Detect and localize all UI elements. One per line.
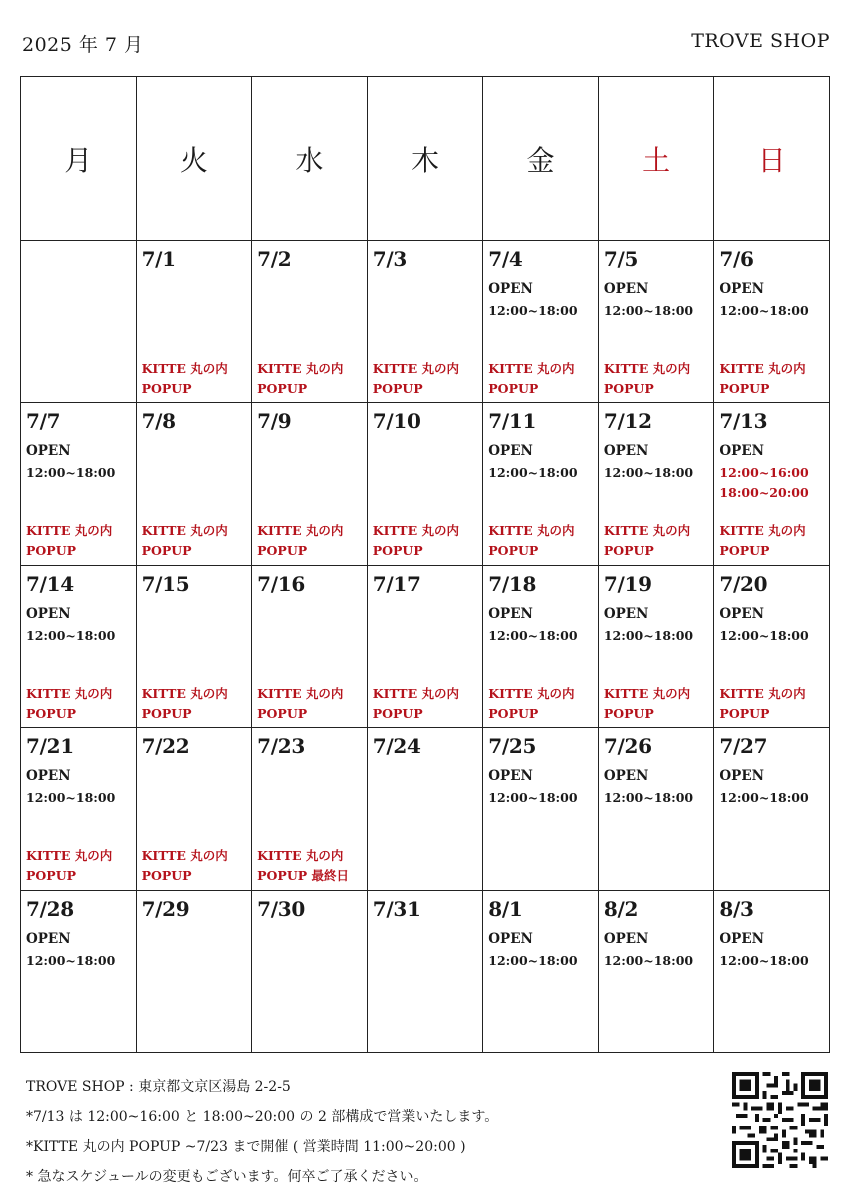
day-cell (21, 566, 137, 728)
open-label: OPEN (26, 443, 71, 460)
open-label: OPEN (488, 443, 533, 460)
day-date: 7/26 (603, 734, 652, 759)
open-label: OPEN (719, 605, 764, 622)
open-label: OPEN (719, 930, 764, 947)
opening-hours: 12:00~18:00 (26, 952, 116, 968)
open-label: OPEN (719, 443, 764, 460)
open-label: OPEN (603, 768, 649, 785)
day-cell (137, 241, 253, 403)
open-label: OPEN (719, 281, 764, 297)
day-cell (599, 566, 715, 728)
opening-hours: 12:00~18:00 (719, 627, 809, 643)
opening-hours: 12:00~18:00 (603, 790, 694, 806)
opening-hours: 12:00~18:00 (26, 465, 116, 481)
opening-hours: 12:00~18:00 (603, 627, 694, 643)
day-date: 7/15 (141, 571, 190, 596)
day-date: 7/9 (257, 409, 292, 434)
footer-notes (26, 1072, 498, 1192)
day-date: 7/14 (26, 571, 74, 596)
day-cell (368, 241, 484, 403)
day-date: 7/20 (719, 571, 768, 596)
header (22, 30, 830, 60)
open-label: OPEN (603, 281, 649, 297)
day-cell (599, 728, 715, 890)
day-cell (483, 566, 599, 728)
day-date: 7/19 (603, 571, 652, 596)
open-label: OPEN (26, 768, 71, 785)
opening-hours: 12:00~18:00 (26, 790, 116, 806)
day-cell (137, 403, 253, 565)
day-cell (137, 891, 253, 1053)
footer-note-0713: *7/13 は 12:00~16:00 と 18:00~20:00 の 2 部構成で営業いたします。 (26, 1109, 499, 1125)
open-label: OPEN (488, 930, 533, 947)
opening-hours: 12:00~18:00 (719, 952, 809, 968)
opening-hours: 12:00~18:00 (488, 790, 578, 806)
weekday-header: 火 (137, 77, 253, 241)
day-date: 7/21 (26, 734, 74, 759)
popup-note: KITTE 丸の内 POPUP (488, 685, 575, 721)
day-cell (368, 403, 484, 565)
popup-note: KITTE 丸の内 POPUP (372, 685, 459, 721)
qr-code-icon[interactable] (732, 1072, 828, 1168)
weekday-header: 水 (252, 77, 368, 241)
day-date: 7/25 (488, 734, 537, 759)
day-cell (21, 728, 137, 890)
opening-hours: 12:00~18:00 (603, 952, 694, 968)
day-date: 8/1 (488, 896, 523, 921)
day-cell (21, 403, 137, 565)
weekday-header: 月 (21, 77, 137, 241)
opening-hours: 12:00~18:00 (26, 627, 116, 643)
opening-hours: 12:00~18:00 (488, 952, 578, 968)
day-cell (21, 241, 137, 403)
opening-hours: 12:00~18:00 (488, 627, 578, 643)
popup-note: KITTE 丸の内 POPUP (26, 523, 113, 559)
day-cell (483, 728, 599, 890)
popup-note: KITTE 丸の内 POPUP (603, 523, 691, 559)
day-cell (252, 566, 368, 728)
popup-note: KITTE 丸の内 POPUP (719, 685, 806, 721)
opening-hours: 12:00~18:00 (603, 303, 694, 318)
calendar-grid (20, 76, 830, 1053)
day-date: 7/2 (257, 247, 292, 271)
weekday-header: 土 (599, 77, 715, 241)
popup-note: KITTE 丸の内 POPUP (141, 848, 228, 884)
day-cell (483, 241, 599, 403)
weekday-header: 金 (483, 77, 599, 241)
popup-note: KITTE 丸の内 POPUP (141, 523, 228, 559)
day-cell (252, 403, 368, 565)
day-date: 7/1 (141, 247, 176, 271)
popup-note: KITTE 丸の内 POPUP (257, 523, 344, 559)
day-cell (368, 566, 484, 728)
opening-hours: 12:00~18:00 (719, 790, 809, 806)
popup-note: KITTE 丸の内 POPUP (488, 523, 575, 559)
day-date: 7/30 (257, 896, 305, 921)
open-label: OPEN (26, 930, 71, 947)
day-date: 7/11 (488, 409, 537, 434)
footer-note-schedule: * 急なスケジュールの変更もございます。何卒ご了承ください。 (26, 1169, 428, 1185)
popup-note: KITTE 丸の内 POPUP (141, 361, 228, 396)
open-label: OPEN (603, 605, 649, 622)
day-date: 7/18 (488, 571, 537, 596)
month-title: 2025 年 7 月 (22, 34, 144, 56)
day-cell (714, 566, 830, 728)
day-cell (368, 891, 484, 1053)
day-date: 7/10 (372, 409, 421, 434)
day-date: 7/27 (719, 734, 768, 759)
popup-note: KITTE 丸の内 POPUP (257, 685, 344, 721)
day-cell (599, 403, 715, 565)
day-date: 7/16 (257, 571, 305, 596)
opening-hours: 12:00~18:00 (488, 465, 578, 481)
day-date: 7/3 (372, 247, 407, 271)
day-cell (599, 241, 715, 403)
day-date: 7/12 (603, 409, 652, 434)
day-date: 7/17 (372, 571, 421, 596)
popup-note: KITTE 丸の内 POPUP (372, 361, 459, 396)
day-date: 7/24 (372, 734, 421, 759)
popup-note: KITTE 丸の内 POPUP 最終日 (257, 848, 349, 884)
day-date: 7/8 (141, 409, 176, 434)
shop-name: TROVE SHOP (691, 30, 830, 52)
day-cell (483, 403, 599, 565)
day-date: 7/29 (141, 896, 190, 921)
opening-hours: 12:00~18:00 (719, 303, 809, 318)
day-date: 7/5 (603, 247, 639, 271)
popup-note: KITTE 丸の内 POPUP (719, 361, 806, 396)
popup-note: KITTE 丸の内 POPUP (257, 361, 344, 396)
open-label: OPEN (719, 768, 764, 785)
footer-note-popup: *KITTE 丸の内 POPUP ~7/23 まで開催 ( 営業時間 11:00~20:00 ) (26, 1139, 466, 1155)
opening-hours: 12:00~18:00 (488, 303, 578, 318)
day-cell (252, 891, 368, 1053)
open-label: OPEN (488, 605, 533, 622)
weekday-header: 日 (714, 77, 830, 241)
day-cell (252, 241, 368, 403)
day-cell (714, 241, 830, 403)
day-cell (21, 891, 137, 1053)
day-date: 7/23 (257, 734, 305, 759)
open-label: OPEN (26, 605, 71, 622)
day-cell (714, 891, 830, 1053)
day-cell (714, 728, 830, 890)
day-cell (483, 891, 599, 1053)
day-date: 8/2 (603, 896, 639, 921)
day-date: 7/28 (26, 896, 74, 921)
open-label: OPEN (603, 930, 649, 947)
day-cell (599, 891, 715, 1053)
popup-note: KITTE 丸の内 POPUP (26, 685, 113, 721)
opening-hours: 12:00~16:00 18:00~20:00 (719, 465, 809, 501)
day-date: 7/22 (141, 734, 190, 759)
popup-note: KITTE 丸の内 POPUP (372, 523, 459, 559)
day-cell (714, 403, 830, 565)
open-label: OPEN (488, 768, 533, 785)
day-cell (137, 728, 253, 890)
popup-note: KITTE 丸の内 POPUP (141, 685, 228, 721)
day-date: 7/4 (488, 247, 523, 271)
open-label: OPEN (603, 443, 649, 460)
day-date: 7/13 (719, 409, 768, 434)
weekday-header: 木 (368, 77, 484, 241)
day-date: 8/3 (719, 896, 754, 921)
open-label: OPEN (488, 281, 533, 297)
day-cell (137, 566, 253, 728)
popup-note: KITTE 丸の内 POPUP (488, 361, 575, 396)
day-date: 7/31 (372, 896, 421, 921)
day-date: 7/6 (719, 247, 754, 271)
day-cell (368, 728, 484, 890)
popup-note: KITTE 丸の内 POPUP (719, 523, 806, 559)
day-cell (252, 728, 368, 890)
popup-note: KITTE 丸の内 POPUP (603, 361, 691, 396)
day-date: 7/7 (26, 409, 61, 434)
popup-note: KITTE 丸の内 POPUP (26, 848, 113, 884)
opening-hours: 12:00~18:00 (603, 465, 694, 481)
footer-address: TROVE SHOP : 東京都文京区湯島 2-2-5 (26, 1079, 291, 1095)
popup-note: KITTE 丸の内 POPUP (603, 685, 691, 721)
